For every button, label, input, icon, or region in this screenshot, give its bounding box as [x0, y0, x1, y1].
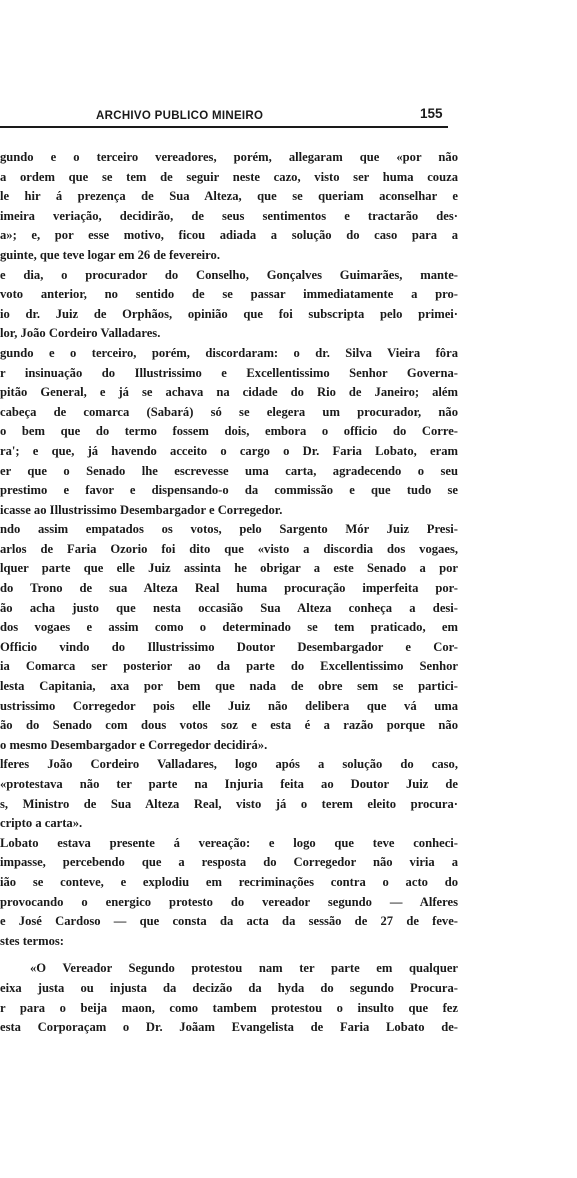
text-line: lferes João Cordeiro Valladares, logo após a solução do caso, [0, 757, 458, 772]
text-line: ra'; e que, já havendo acceito o cargo o Dr. Faria Lobato, eram [0, 443, 458, 458]
text-line: r insinuação do Illustrissimo e Excellentissimo Senhor Governa- [0, 365, 458, 380]
text-line: stes termos: [0, 933, 64, 948]
header-rule [0, 126, 448, 128]
text-line: ão acha justo que nesta occasião Sua Alteza conheça a desi- [0, 600, 458, 615]
text-line: ustrissimo Corregedor pois elle Juiz não delibera que vá uma [0, 698, 458, 713]
text-line: dos vogaes e assim como o determinado se tem praticado, em [0, 620, 458, 635]
text-line: arlos de Faria Ozorio foi dito que «visto a discordia dos vogaes, [0, 541, 458, 556]
text-line: ão do Senado com dous votos soz e esta é a razão porque não [0, 718, 458, 733]
text-line: esta Corporaçam o Dr. Joãam Evangelista de Faria Lobato de- [0, 1020, 458, 1035]
text-line: o bem que do termo fossem dois, embora o officio do Corre- [0, 424, 458, 439]
text-line: ião se conteve, e explodiu em recriminações contra o acto do [0, 874, 458, 889]
text-line: lesta Capitania, axa por bem que nada de obre sem se partici- [0, 679, 458, 694]
text-line: s, Ministro de Sua Alteza Real, visto já o terem eleito procura· [0, 796, 458, 811]
text-line: o mesmo Desembargador e Corregedor decidirá». [0, 737, 268, 752]
text-line: «protestava não ter parte na Injuria feita ao Doutor Juiz de [0, 777, 458, 791]
text-line: er que o Senado lhe escrevesse uma carta, agradecendo o seu [0, 463, 458, 478]
text-line: «O Vereador Segundo protestou nam ter parte em qualquer [30, 961, 458, 976]
text-line: gundo e o terceiro, porém, discordaram: o dr. Silva Vieira fôra [0, 345, 458, 360]
text-line: lquer parte que elle Juiz assinta he obrigar a este Senado a por [0, 561, 458, 576]
text-line: provocando o energico protesto do vereador segundo — Alferes [0, 894, 458, 909]
text-line: io dr. Juiz de Orphãos, opinião que foi subscripta pelo primei· [0, 306, 458, 321]
text-line: cabeça de comarca (Sabará) só se elegera um procurador, não [0, 404, 458, 419]
text-line: ia Comarca ser posterior ao da parte do Excellentissimo Senhor [0, 659, 458, 674]
text-line: pitão General, e já se achava na cidade do Rio de Janeiro; além [0, 385, 458, 400]
text-line: Officio vindo do Illustrissimo Doutor Desembargador e Cor- [0, 639, 458, 654]
text-line: gundo e o terceiro vereadores, porém, allegaram que «por não [0, 150, 458, 164]
paragraph-gap [0, 951, 458, 959]
text-line: ndo assim empatados os votos, pelo Sargento Mór Juiz Presi- [0, 522, 458, 537]
text-line: guinte, que teve logar em 26 de fevereiro. [0, 247, 220, 262]
text-line: le hir á prezença de Sua Alteza, que se queriam aconselhar e [0, 189, 458, 204]
text-line: imeira veriação, decidirão, de seus sentimentos e tractarão des· [0, 208, 458, 223]
journal-title: ARCHIVO PUBLICO MINEIRO [96, 110, 264, 122]
text-line: icasse ao Illustrissimo Desembargador e Corregedor. [0, 502, 283, 517]
text-line: r para o beija maon, como tambem protestou o insulto que fez [0, 1000, 458, 1015]
body-text [0, 148, 458, 1038]
text-line: do Trono de sua Alteza Real huma procuração imperfeita por- [0, 581, 458, 596]
text-line: voto anterior, no sentido de se passar immediatamente a pro- [0, 287, 458, 302]
text-line: Lobato estava presente á vereação: e logo que teve conheci- [0, 835, 458, 850]
text-line: a ordem que se tem de seguir neste cazo, visto ser huma couza [0, 169, 458, 184]
text-line: cripto a carta». [0, 816, 83, 831]
running-header [0, 100, 468, 130]
text-line: lor, João Cordeiro Valladares. [0, 326, 161, 341]
text-line: eixa justa ou injusta da decizão da hyda do segundo Procura- [0, 980, 458, 995]
text-line: e José Cardoso — que consta da acta da sessão de 27 de feve- [0, 914, 458, 929]
page-number: 155 [420, 106, 443, 121]
text-line: e dia, o procurador do Conselho, Gonçalves Guimarães, mante- [0, 267, 458, 282]
text-line: a»; e, por esse motivo, ficou adiada a solução do caso para a [0, 228, 458, 243]
text-line: prestimo e favor e dispensando-o da commissão e que tudo se [0, 483, 458, 498]
text-line: impasse, percebendo que a resposta do Corregedor não viria a [0, 855, 458, 870]
